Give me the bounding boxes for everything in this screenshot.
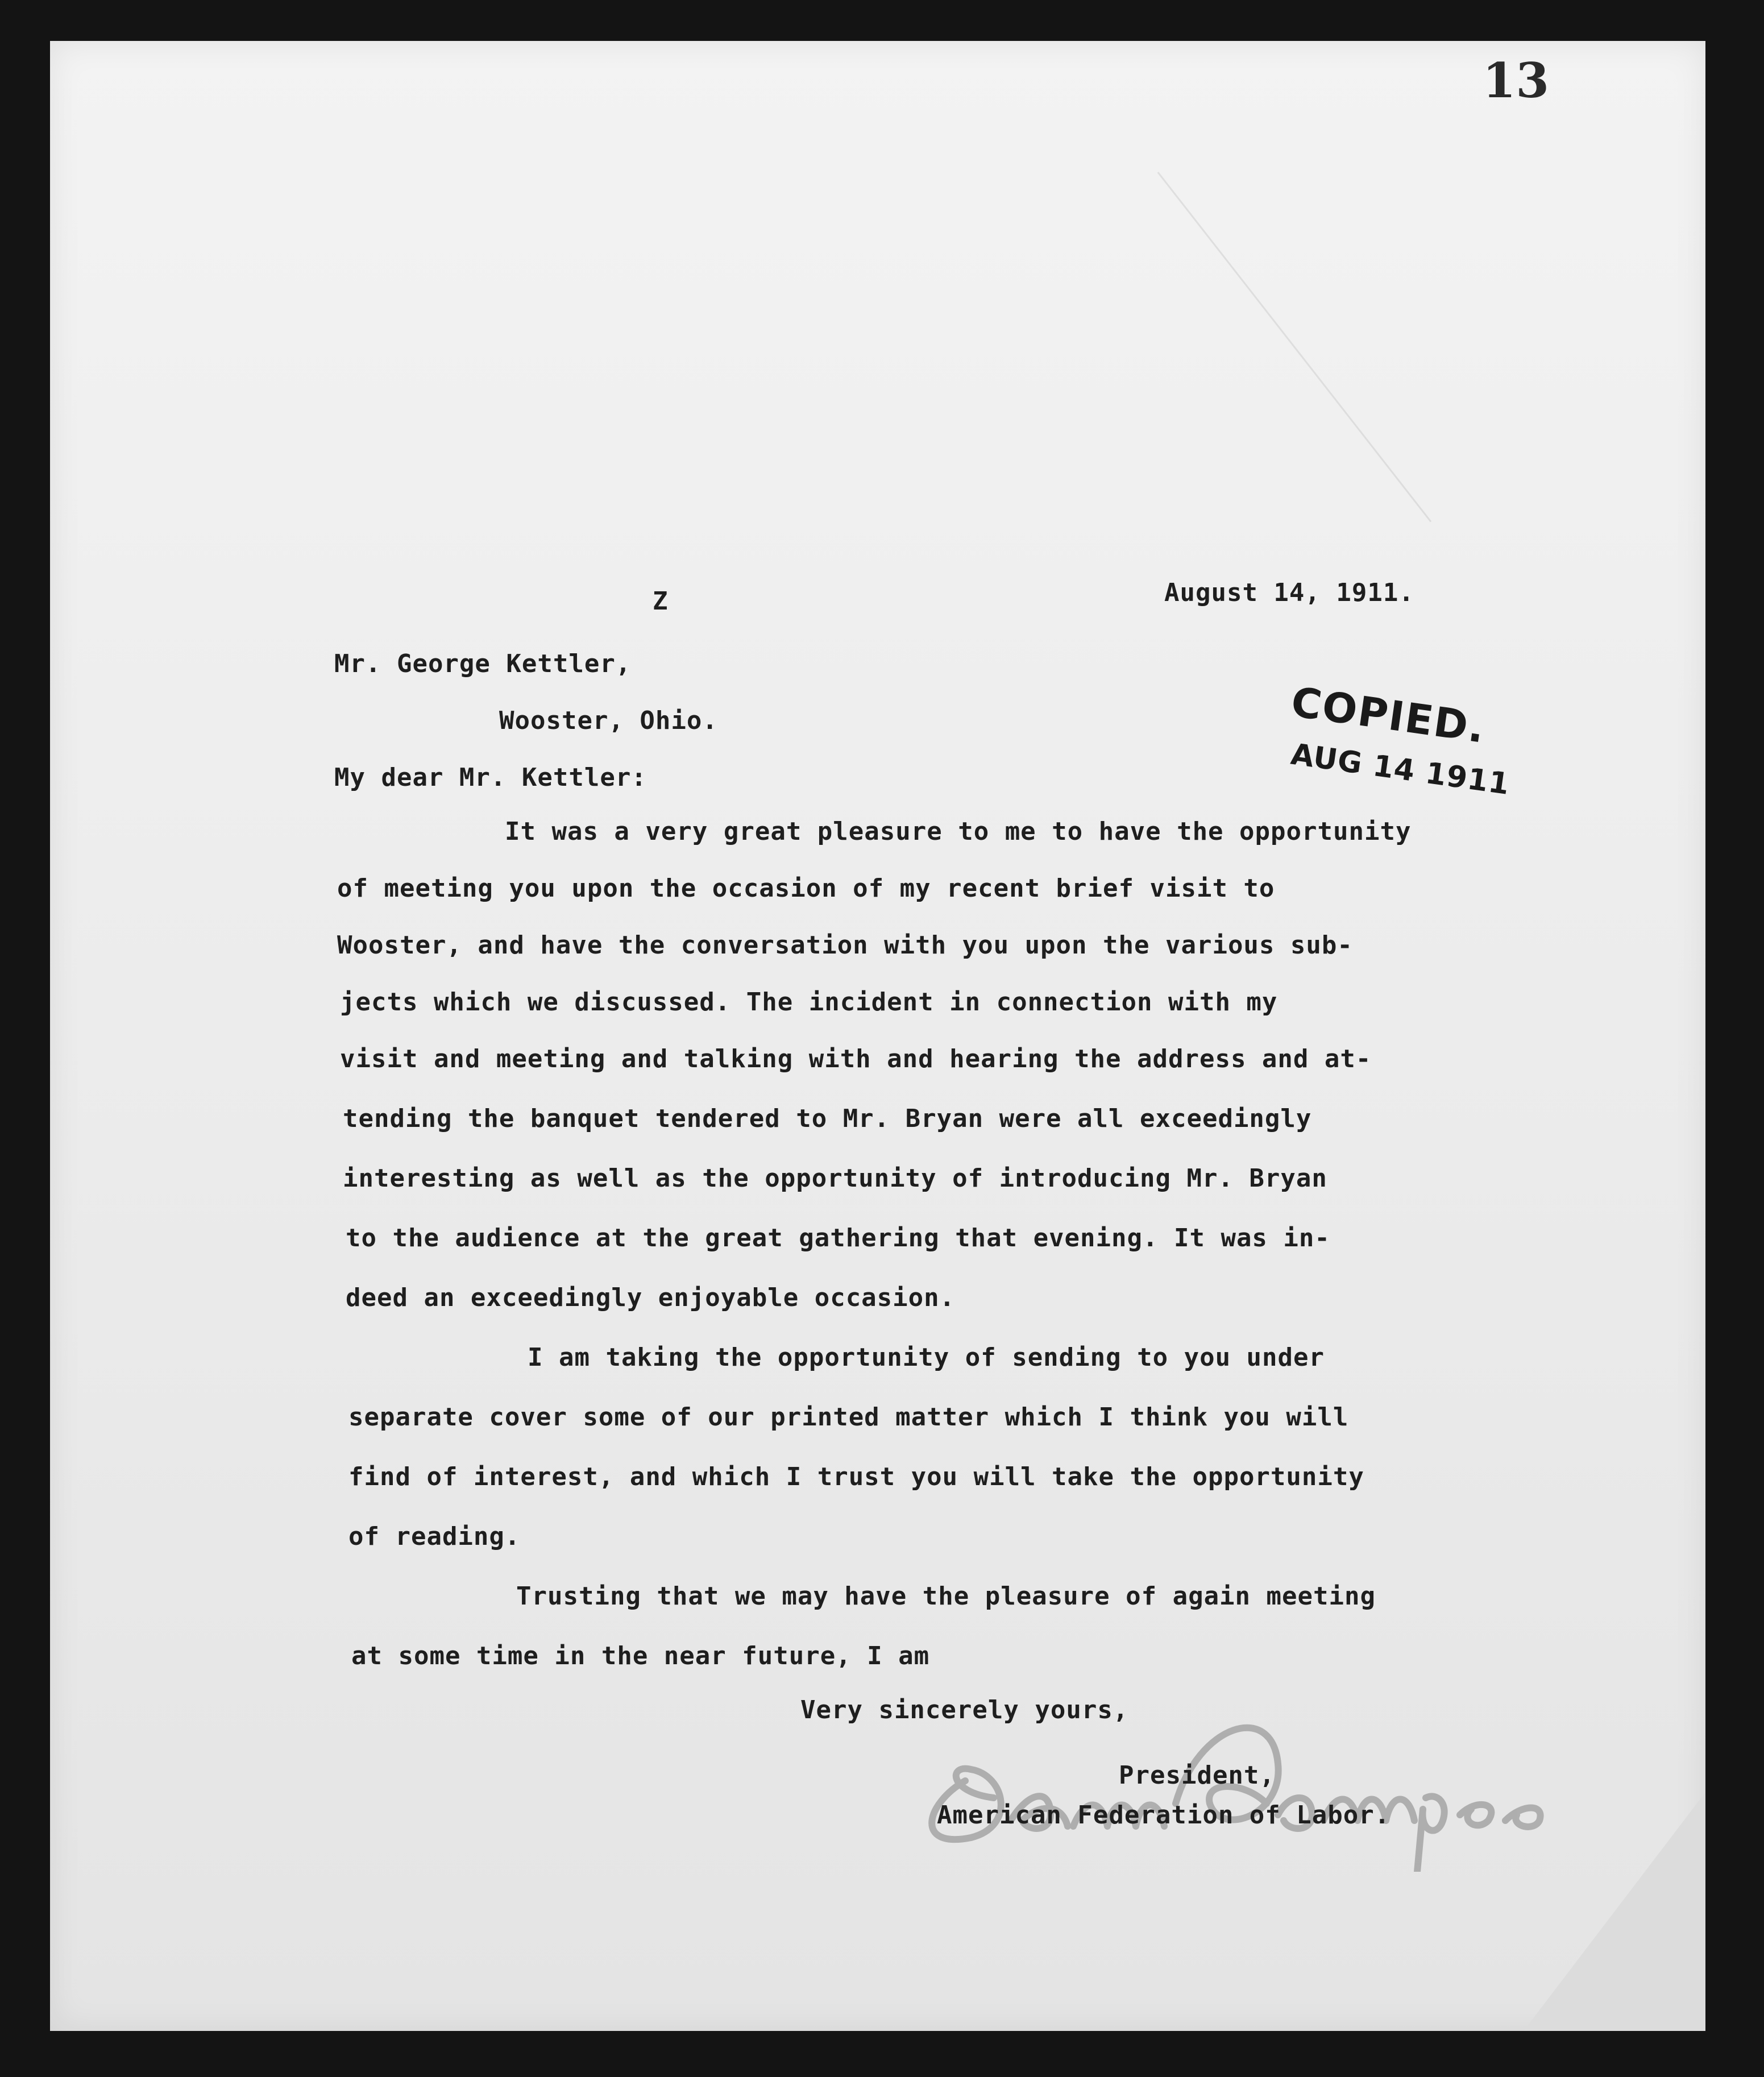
- body-line: tending the banquet tendered to Mr. Bryan were all exceedingly: [343, 1104, 1312, 1133]
- body-line: find of interest, and which I trust you will take the opportunity: [348, 1462, 1364, 1491]
- signer-title: President,: [1119, 1761, 1275, 1790]
- page-number: 13: [1483, 52, 1549, 109]
- body-line: of reading.: [348, 1522, 521, 1551]
- body-line: Wooster, and have the conversation with you upon the various sub-: [337, 931, 1353, 960]
- reference-mark: Z: [653, 587, 669, 616]
- letter-page: [50, 41, 1705, 2031]
- letter-date: August 14, 1911.: [1164, 578, 1414, 607]
- body-line: visit and meeting and talking with and hearing the address and at-: [340, 1044, 1372, 1073]
- salutation: My dear Mr. Kettler:: [334, 763, 647, 792]
- body-line: interesting as well as the opportunity of introducing Mr. Bryan: [343, 1164, 1327, 1193]
- body-line: to the audience at the great gathering that evening. It was in-: [346, 1224, 1330, 1253]
- stamp-word: COPIED.: [1288, 678, 1489, 753]
- signature-image: [880, 1633, 1596, 1872]
- paper-fold-crease: [1157, 172, 1432, 522]
- body-line: It was a very great pleasure to me to have the opportunity: [505, 817, 1412, 846]
- closing: Very sincerely yours,: [800, 1695, 1129, 1724]
- body-line: deed an exceedingly enjoyable occasion.: [346, 1283, 956, 1312]
- body-line: I am taking the opportunity of sending to you under: [528, 1343, 1325, 1372]
- copied-stamp: [1282, 678, 1520, 802]
- signer-organization: American Federation of Labor.: [937, 1801, 1391, 1830]
- body-line: at some time in the near future, I am: [351, 1641, 930, 1670]
- body-line: jects which we discussed. The incident in connection with my: [340, 988, 1278, 1017]
- body-line: separate cover some of our printed matter which I think you will: [348, 1403, 1349, 1432]
- body-line: Trusting that we may have the pleasure of again meeting: [516, 1582, 1376, 1611]
- stamp-date: AUG 14 1911: [1289, 737, 1512, 802]
- body-line: of meeting you upon the occasion of my recent brief visit to: [337, 874, 1275, 903]
- recipient-location: Wooster, Ohio.: [499, 706, 718, 735]
- recipient-name: Mr. George Kettler,: [334, 649, 632, 678]
